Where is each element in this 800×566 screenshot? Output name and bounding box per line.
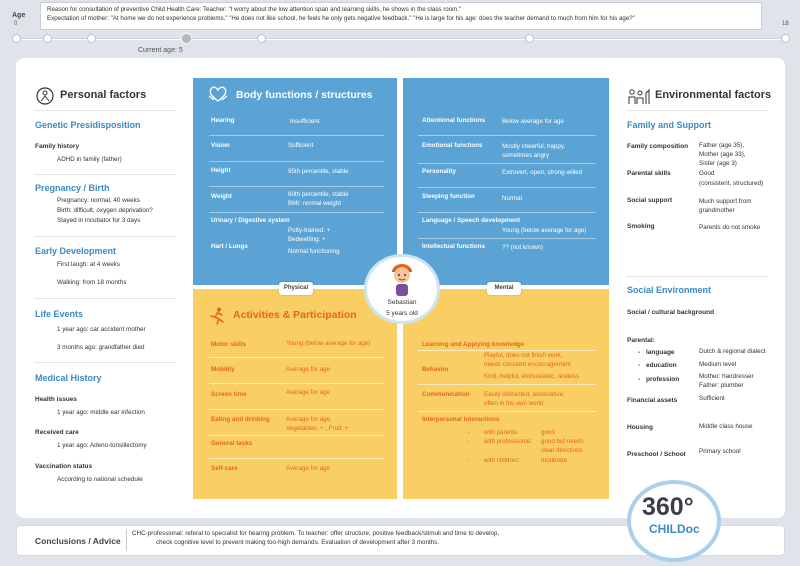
smoking-label: Smoking: [627, 223, 655, 230]
divider: [209, 135, 384, 136]
motor-skills-value: Young (below average for age): [286, 340, 371, 347]
parental-label: Parental:: [627, 337, 655, 344]
divider: [34, 362, 176, 363]
child-avatar: [388, 258, 416, 298]
parental-skills-label: Parental skills: [627, 170, 671, 177]
heart-lungs-label: Hart / Lungs: [211, 243, 248, 250]
eating-drinking-label: Eating and drinking: [211, 416, 270, 423]
potty-trained-value: Potty-trained: +: [288, 227, 331, 234]
sleeping-label: Sleeping function: [422, 193, 475, 200]
timeline-marker[interactable]: [87, 34, 96, 43]
incubator-line: Stayed in incubator for 3 days: [57, 217, 141, 224]
height-value: 95th percentile, stable: [288, 168, 349, 175]
vaccination-label: Vaccination status: [35, 463, 93, 470]
divider: [418, 135, 596, 136]
screen-time-label: Screen time: [211, 391, 247, 398]
with-professional-value-2: clear directions: [541, 447, 583, 454]
divider: [418, 350, 596, 351]
physical-tab[interactable]: Physical: [279, 282, 313, 295]
health-issues-value: 1 year ago: middle ear infection: [57, 409, 145, 416]
interpersonal-label: Interpersonal interactions: [422, 416, 500, 423]
communication-label: Communication: [422, 391, 470, 398]
with-professional-label: with professional:: [484, 438, 532, 445]
education-label: education: [646, 362, 677, 369]
communication-value-2: often in his own world: [484, 400, 544, 407]
dash: -: [468, 457, 471, 464]
divider: [418, 238, 596, 239]
bmi-value: BMI: normal weight: [288, 200, 341, 207]
housing-value: Middle class house: [699, 423, 753, 430]
personal-factors-icon: [36, 87, 54, 105]
received-care-label: Received care: [35, 429, 79, 436]
heart-hands-icon: [207, 84, 229, 104]
family-history-value: ADHD in family (father): [57, 156, 122, 163]
age-min-label: 0: [14, 21, 18, 27]
timeline-marker[interactable]: [525, 34, 534, 43]
birth-line: Birth: difficult, oxygen deprivation?: [57, 207, 153, 214]
reason-text: Reason for consultation of preventive Child Health Care: Teacher: "I worry about the low attention span and learning skills, he shows in the class room.": [47, 6, 462, 13]
behavior-label: Behavior: [422, 366, 449, 373]
hearing-value: Insufficient: [290, 118, 320, 125]
emotional-value: Mostly cheerful, happy,: [502, 143, 566, 150]
social-support-value: Much support from: [699, 198, 752, 205]
child-age: 5 years old: [386, 310, 418, 317]
logo-360-text: 360°: [642, 493, 694, 521]
with-parents-label: with parents: [484, 429, 518, 436]
emotional-label: Emotional functions: [422, 142, 483, 149]
social-support-label: Social support: [627, 197, 673, 204]
health-issues-label: Health issues: [35, 396, 77, 403]
weight-value: 60th percentile, stable: [288, 191, 349, 198]
divider: [209, 458, 384, 459]
pregnancy-line: Pregnancy: normal, 40 weeks: [57, 197, 140, 204]
vision-value: Sufficient: [288, 142, 314, 149]
learning-label: Learning and Applying knowledge: [422, 341, 525, 348]
early-development-title: Early Development: [35, 246, 117, 256]
vision-label: Vision: [211, 142, 230, 149]
life-event-line: 1 year ago: car accident mother: [57, 326, 146, 333]
financial-assets-label: Financial assets: [627, 397, 678, 404]
with-parents-value: good: [541, 429, 555, 436]
smoking-value: Parents do not smoke: [699, 224, 761, 231]
profession-father: Father: plumber: [699, 382, 744, 389]
divider: [209, 409, 384, 410]
medical-history-title: Medical History: [35, 373, 102, 383]
expectation-text: Expectation of mother: "At home we do not experience problems." "He does not like school, he feels he only gets negative feedback." "He is large for his age: does the teacher demand to much from him for his age?": [47, 14, 635, 22]
hearing-label: Hearing: [211, 117, 235, 124]
divider: [126, 529, 127, 551]
age-max-label: 18: [782, 21, 789, 27]
environment-icon: [627, 87, 651, 105]
personality-label: Personality: [422, 168, 456, 175]
attention-value: Below average for age: [502, 118, 564, 125]
dash: -: [468, 438, 471, 445]
behavior-value-1: Playful, does not finish work,: [484, 352, 563, 359]
environmental-factors-title: Environmental factors: [655, 89, 772, 101]
consultation-reason-box: [40, 2, 762, 30]
education-value: Medium level: [699, 361, 737, 368]
self-care-label: Self-care: [211, 465, 238, 472]
attention-label: Attentional functions: [422, 117, 485, 124]
bullet: -: [638, 376, 641, 383]
profession-label: profession: [646, 376, 680, 383]
divider: [418, 187, 596, 188]
conclusions-line: check cognitive level to prevent making too-high demands. Evaluation of development after 3 months.: [156, 538, 440, 546]
child-name: Sebastian: [387, 299, 417, 306]
vegetables-fruit-value: Vegetables: + , Fruit: +: [286, 425, 349, 432]
with-professional-value-1: good but needs: [541, 438, 584, 445]
divider: [418, 384, 596, 385]
intellectual-value: ?? (not known): [502, 244, 543, 251]
divider: [209, 161, 384, 162]
language-speech-value: Young (below average for age): [502, 227, 587, 234]
running-person-icon: [207, 306, 227, 326]
timeline-marker[interactable]: [257, 34, 266, 43]
sleeping-value: Normal: [502, 195, 522, 202]
divider: [209, 212, 384, 213]
received-care-value: 1 year ago: Adeno-tonsillectomy: [57, 442, 147, 449]
general-tasks-label: General tasks: [211, 440, 253, 447]
divider: [34, 298, 176, 299]
timeline-marker[interactable]: [781, 34, 790, 43]
family-support-title: Family and Support: [627, 120, 712, 130]
emotional-value-2: sometimes angry: [502, 152, 550, 159]
pregnancy-section-title: Pregnancy / Birth: [35, 183, 110, 193]
divider: [209, 357, 384, 358]
life-event-line: 3 months ago: grandfather died: [57, 344, 145, 351]
language-speech-label: Language / Speech development: [422, 217, 520, 224]
family-history-label: Family history: [35, 143, 80, 150]
vaccination-value: According to national schedule: [57, 476, 143, 483]
urinary-label: Urinary / Digestive system: [211, 217, 290, 224]
divider: [34, 174, 176, 175]
school-value: Primary school: [699, 448, 741, 455]
divider: [626, 110, 768, 111]
current-age-label: Current age: 5: [138, 47, 183, 54]
parental-skills-value: Good: [699, 170, 715, 177]
family-composition-father: Father (age 35),: [699, 142, 745, 149]
family-composition-mother: Mother (age 33),: [699, 151, 746, 158]
logo-brand-text: CHILDoc: [649, 522, 700, 536]
personal-factors-title: Personal factors: [60, 89, 147, 101]
intellectual-label: Intellectual functions: [422, 243, 485, 250]
with-children-label: with children:: [484, 457, 521, 464]
conclusions-label: Conclusions / Advice: [35, 536, 121, 546]
bullet: -: [638, 349, 641, 356]
divider: [34, 110, 176, 111]
divider: [34, 236, 176, 237]
mental-functions-quadrant: [403, 78, 609, 285]
family-composition-label: Family composition: [627, 143, 689, 150]
behavior-value-2: needs constant encouragement: [484, 361, 571, 368]
divider: [209, 383, 384, 384]
parental-skills-detail: (consistent, structured): [699, 180, 764, 187]
personality-value: Extrovert, open, strong-willed: [502, 169, 583, 176]
body-functions-title: Body functions / structures: [236, 89, 373, 101]
with-children-value: moderate: [541, 457, 568, 464]
divider: [626, 276, 768, 277]
timeline-marker[interactable]: [43, 34, 52, 43]
financial-assets-value: Sufficient: [699, 395, 725, 402]
timeline-marker[interactable]: [12, 34, 21, 43]
language-label: language: [646, 349, 675, 356]
heart-lungs-value: Normal functioning: [288, 248, 340, 255]
conclusions-text: [132, 530, 542, 547]
walking-line: Walking: from 18 months: [57, 279, 127, 286]
communication-value-1: Easily distracted, associative,: [484, 391, 565, 398]
divider: [209, 435, 384, 436]
eating-drinking-value: Average for age,: [286, 416, 332, 423]
behavior-value-3: Kind, helpful, enthusiastic, restless: [484, 373, 579, 380]
divider: [209, 186, 384, 187]
mental-tab[interactable]: Mental: [487, 282, 521, 295]
mobility-value: Average for age: [286, 366, 330, 373]
weight-label: Weight: [211, 193, 232, 200]
bullet: -: [638, 362, 641, 369]
dash: -: [468, 429, 471, 436]
profession-mother: Mother: hairdresser: [699, 373, 754, 380]
genetic-section-title: Genetic Presidisposition: [35, 120, 141, 130]
self-care-value: Average for age: [286, 465, 330, 472]
current-age-handle[interactable]: [180, 32, 193, 45]
social-environment-title: Social Environment: [627, 285, 712, 295]
housing-label: Housing: [627, 424, 653, 431]
divider: [418, 411, 596, 412]
height-label: Height: [211, 167, 231, 174]
social-support-detail: grandmother: [699, 207, 735, 214]
language-value: Dutch & regional dialect: [699, 348, 766, 355]
divider: [418, 163, 596, 164]
conclusions-line: CHC-professional: referal to specialist for hearing problem. To teacher: offer structure, positive feedback/stimuli and time to develop,: [132, 530, 500, 537]
bedwetting-value: Bedwetting: +: [288, 236, 326, 243]
school-label: Preschool / School: [627, 451, 686, 458]
age-label: Age: [12, 12, 26, 19]
life-events-title: Life Events: [35, 309, 84, 319]
motor-skills-label: Motor skills: [211, 341, 246, 348]
social-cultural-label: Social / cultural background: [627, 309, 715, 316]
mobility-label: Mobility: [211, 366, 235, 373]
activities-title: Activities & Participation: [233, 309, 357, 321]
divider: [418, 212, 596, 213]
screen-time-value: Average for age: [286, 389, 330, 396]
family-composition-sister: Sister (age 3): [699, 160, 737, 167]
age-timeline-track[interactable]: [16, 38, 786, 40]
first-laugh-line: First laugh: at 4 weeks: [57, 261, 120, 268]
